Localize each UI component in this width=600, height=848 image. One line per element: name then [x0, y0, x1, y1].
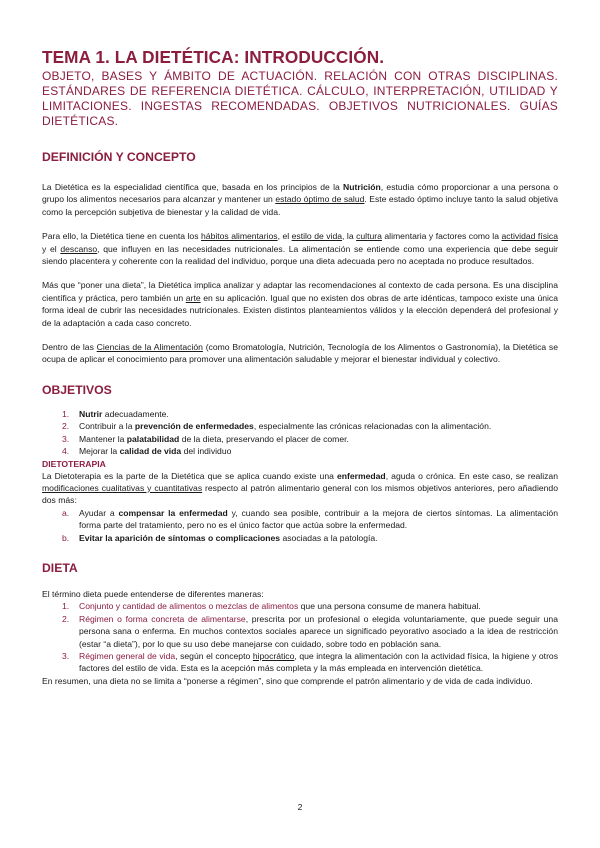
- section-heading-dieta: DIETA: [42, 560, 78, 575]
- paragraph-dieta-resumen: En resumen, una dieta no se limita a “ponerse a régimen”, sino que comprende el patrón alimentario y de vida de cada individuo.: [42, 675, 533, 686]
- list-item: 2. Contribuir a la prevención de enfermedades, especialmente las crónicas relacionadas con la alimentación.: [62, 421, 492, 432]
- dietoterapia-list: [42, 507, 558, 544]
- dieta-list: [42, 600, 558, 674]
- list-item: 1. Conjunto y cantidad de alimentos o mezclas de alimentos que una persona consume de manera habitual.: [62, 601, 481, 612]
- section-heading-objetivos: OBJETIVOS: [42, 382, 112, 397]
- page-number: 2: [297, 802, 303, 812]
- objetivos-list: [42, 408, 558, 458]
- paragraph-definicion-4: Dentro de las Ciencias de la Alimentación (como Bromatología, Nutrición, Tecnología de los Alimentos o Gastronomía), la Dietética se ocupa de aplicar el conocimiento para promover una alimentación saludable y mejorar el bienestar individual y colectivo.: [42, 342, 558, 365]
- paragraph-definicion-1: La Dietética es la especialidad científica que, basada en los principios de la Nutrición, estudia cómo proporcionar a una persona o grupo los alimentos necesarios para alcanzar y mantener un estado óptimo de salud. Este estado óptimo incluye tanto la salud objetiva como la percepción subjetiva de bienestar y la calidad de vida.: [42, 182, 558, 217]
- paragraph-definicion-3: Más que “poner una dieta”, la Dietética implica analizar y adaptar las recomendaciones al contexto de cada persona. Es una disciplina científica y práctica, pero también un arte en su aplicación. Igual que no existen dos obras de arte idénticas, tampoco existe una única forma ideal de cubrir las necesidades nutricionales. Existen distintos planteamientos válidos y la elección dependerá del profesional y de la adaptación a cada caso concreto.: [42, 280, 558, 328]
- paragraph-dieta-intro: El término dieta puede entenderse de diferentes maneras:: [42, 588, 264, 599]
- page-title: TEMA 1. LA DIETÉTICA: INTRODUCCIÓN.: [42, 47, 385, 67]
- paragraph-dietoterapia: La Dietoterapia es la parte de la Dietética que se aplica cuando existe una enfermedad, aguda o crónica. En este caso, se realizan modificaciones cualitativas y cuantitativas respecto al patrón alimentario general con los mismos objetivos anteriores, pero añadiendo dos más:: [42, 470, 558, 506]
- list-item: 3. Régimen general de vida, según el concepto hipocrático, que integra la alimentación con la actividad física, la higiene y otros factores del estilo de vida. Esta es la acepción más completa y la más empleada en intervención dietética.: [62, 650, 559, 674]
- list-item: 2. Régimen o forma concreta de alimentarse, prescrita por un profesional o elegida voluntariamente, que puede seguir una persona sana o enferma. En muchos contextos sociales aparece un significado peyorativo asociado a la idea de restricción (estar “a dieta”), por lo que su uso debe manejarse con cuidado, sobre todo en población sana.: [62, 613, 558, 649]
- paragraph-definicion-2: Para ello, la Dietética tiene en cuenta los hábitos alimentarios, el estilo de vida, la cultura alimentaria y factores como la actividad física y el descanso, que influyen en las necesidades nutricionales. La alimentación se entiende como una experiencia que debe seguir siendo placentera y coherente con la realidad del individuo, porque una dieta adecuada pero no aceptada no produce resultados.: [42, 231, 558, 267]
- list-item: a. Ayudar a compensar la enfermedad y, cuando sea posible, contribuir a la mejora de ciertos síntomas. La alimentación forma parte del tratamiento, pero no es el único factor que actúa sobre la enfermedad.: [62, 507, 558, 531]
- list-item: 3. Mantener la palatabilidad de la dieta, preservando el placer de comer.: [62, 433, 349, 444]
- list-item: 4. Mejorar la calidad de vida del individuo: [62, 446, 232, 457]
- subheading-dietoterapia: DIETOTERAPIA: [42, 458, 106, 469]
- section-heading-definicion: DEFINICIÓN Y CONCEPTO: [42, 150, 196, 164]
- page-subtitle: OBJETO, BASES Y ÁMBITO DE ACTUACIÓN. RELACIÓN CON OTRAS DISCIPLINAS. ESTÁNDARES DE REFERENCIA DIETÉTICA. CÁLCULO, INTERPRETACIÓN, UTILIDAD Y LIMITACIONES. INGESTAS RECOMENDADAS. OBJETIVOS NUTRICIONALES. GUÍAS DIETÉTICAS.: [42, 69, 558, 128]
- list-item: b. Evitar la aparición de síntomas o complicaciones asociadas a la patología.: [62, 532, 378, 543]
- list-item: 1. Nutrir adecuadamente.: [62, 408, 169, 419]
